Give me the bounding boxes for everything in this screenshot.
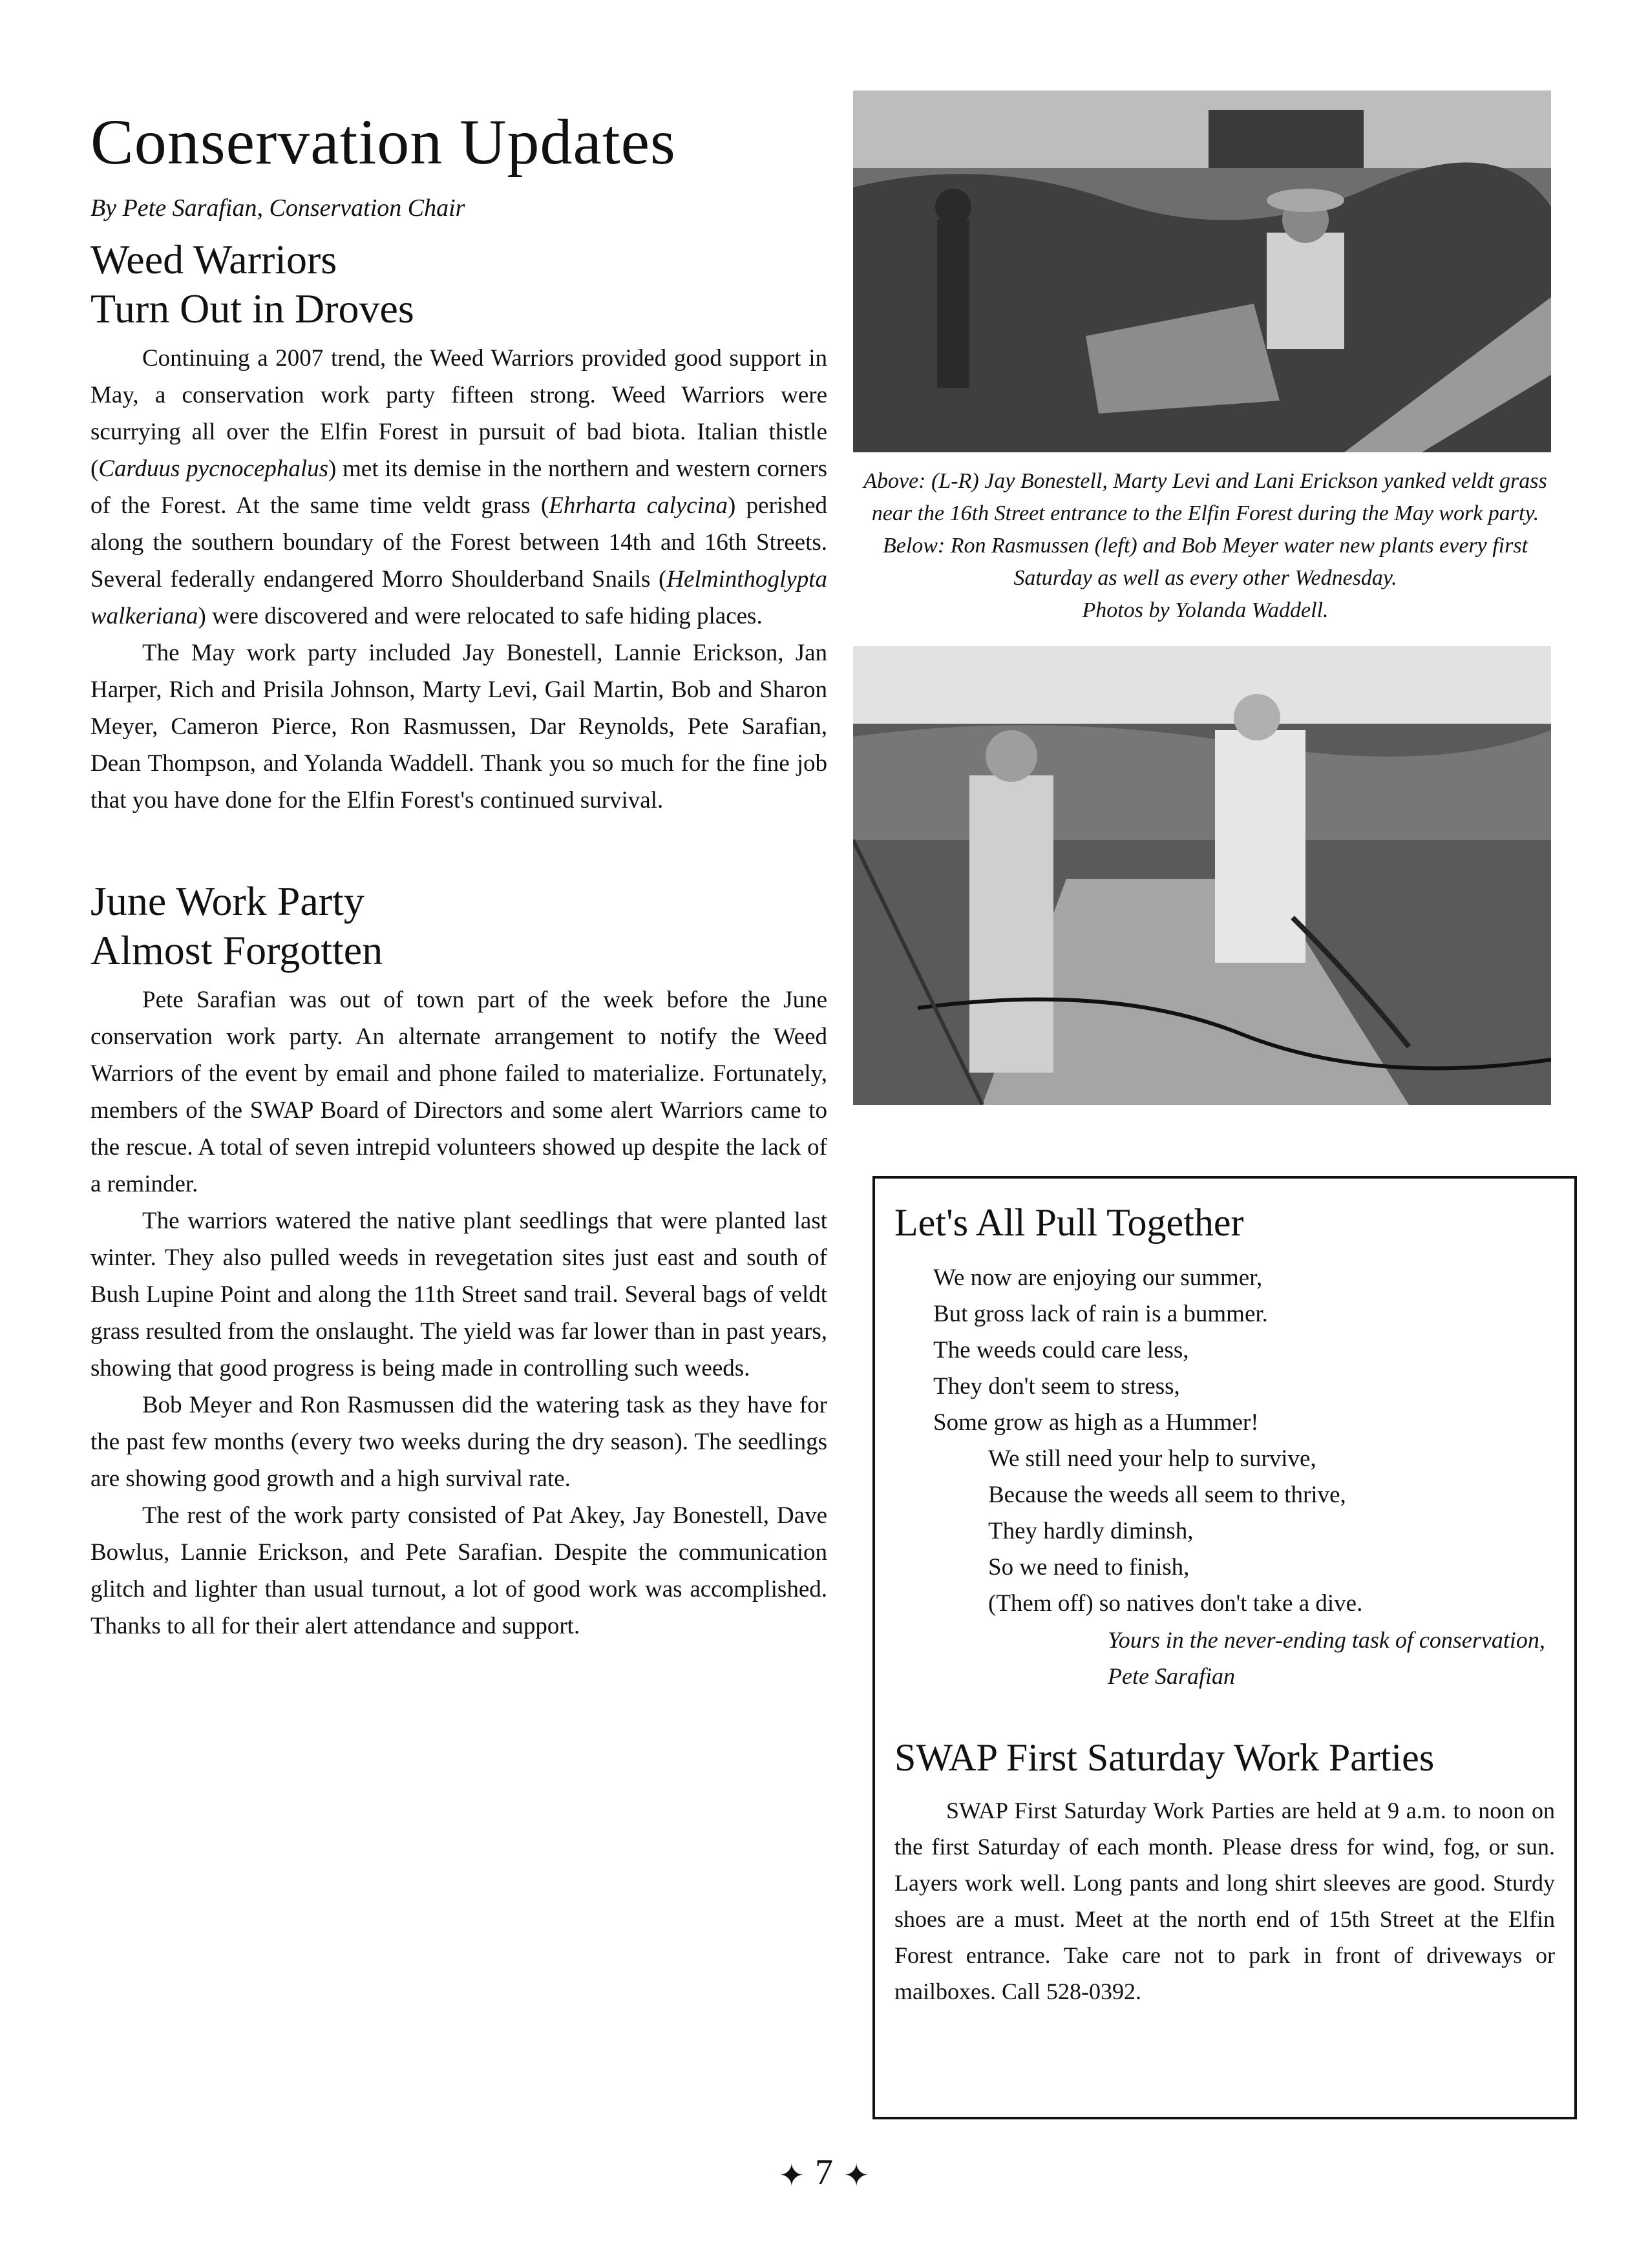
heading-line: Turn Out in Droves [90,286,414,331]
paragraph: Pete Sarafian was out of town part of the week before the June conservation work party. An alternate arrangement to notify the Weed Warriors of the event by email and phone failed to materialize. Fortunately, members of the SWAP Board of Directors and some alert Warriors came to the rescue. A total of seven intrepid volunteers showed up despite the lack of a reminder. [90,987,827,1197]
poem-line: We still need your help to survive, [988,1445,1316,1472]
ornament-icon: ✦ [843,2159,870,2194]
page-footer [0,2152,1648,2194]
poem-line: So we need to finish, [988,1554,1190,1580]
species-name: Ehrharta calycina [549,492,728,519]
poem-line: But gross lack of rain is a bummer. [933,1301,1268,1327]
page-number: 7 [815,2152,833,2192]
photo-caption [853,465,1558,627]
photo-column [853,90,1558,1105]
paragraph: The May work party included Jay Bonestell, Lannie Erickson, Jan Harper, Rich and Prisila Johnson, Marty Levi, Gail Martin, Bob and Sharon Meyer, Cameron Pierce, Ron Rasmussen, Dar Reynolds, Pete Sarafian, Dean Thompson, and Yolanda Waddell. Thank you so much for the fine job that you have done for the Elfin Forest's continued survival. [90,640,827,814]
text-run: Continuing a 2007 trend, the Weed Warriors provided good support in May, a conservation work party fifteen strong. Weed Warriors were scurrying all over the Elfin Forest in pursuit of bad biota. Italian thistle ( [90,345,827,482]
section-gap [90,819,827,877]
paragraph: Bob Meyer and Ron Rasmussen did the watering task as they have for the past few months (every two weeks during the dry season). The seedlings are showing good growth and a high survival rate. [90,1392,827,1492]
byline: By Pete Sarafian, Conservation Chair [90,194,465,222]
article-column [90,97,827,1644]
heading-line: June Work Party [90,878,364,924]
poem [894,1260,1555,1622]
sidebar-box [872,1176,1577,2119]
article-title: Conservation Updates [90,106,676,178]
poem-line: Because the weeds all seem to thrive, [988,1482,1346,1508]
poem-line: They hardly diminsh, [988,1518,1194,1544]
ornament-icon: ✦ [778,2159,805,2194]
poem-line: (Them off) so natives don't take a dive. [988,1590,1363,1617]
species-name: Carduus pycnocephalus [98,456,329,482]
poem-line: They don't seem to stress, [933,1373,1180,1400]
photo-credit: Photos by Yolanda Waddell. [1082,598,1329,622]
photo-illustration [853,646,1551,1105]
poem-title: Let's All Pull Together [894,1201,1244,1244]
poem-line: We now are enjoying our summer, [933,1265,1263,1291]
heading-line: Weed Warriors [90,236,337,282]
signoff-name: Pete Sarafian [1108,1663,1235,1689]
species-name: Helminthoglypta walkeriana [90,566,827,629]
text-run: ) perished along the southern boundary of the Forest between 14th and 16th Streets. Several federally endangered Morro Shoulderband Snails ( [90,492,827,593]
section-heading-weed-warriors [90,235,827,333]
paragraph: The warriors watered the native plant seedlings that were planted last winter. They also pulled weeds in revegetation sites just east and south of Bush Lupine Point and along the 11th Street sand trail. Several bags of veldt grass resulted from the onslaught. The yield was far lower than in past years, showing that good progress is being made in controlling such weeds. [90,1208,827,1381]
poem-line: The weeds could care less, [933,1337,1189,1363]
section-heading-june-work-party [90,877,827,975]
text-run: ) met its demise in the northern and western corners of the Forest. At the same time veldt grass ( [90,456,827,519]
heading-line: Almost Forgotten [90,927,383,973]
paragraph: The rest of the work party consisted of Pat Akey, Jay Bonestell, Dave Bowlus, Lannie Erickson, and Pete Sarafian. Despite the communication glitch and lighter than usual turnout, a lot of good work was accomplished. Thanks to all for their alert attendance and support. [90,1502,827,1639]
work-parties-text: SWAP First Saturday Work Parties are held at 9 a.m. to noon on the first Saturday of each month. Please dress for wind, fog, or sun. Layers work well. Long pants and long shirt sleeves are good. Sturdy shoes are a must. Meet at the north end of 15th Street at the Elfin Forest entrance. Take care not to park in front of driveways or mailboxes. Call 528-0392. [894,1798,1555,2004]
poem-signoff [894,1622,1555,1694]
photo-watering-plants [853,646,1551,1105]
paragraph [90,340,827,635]
signoff-line: Yours in the never-ending task of conservation, [1108,1627,1545,1653]
work-parties-title: SWAP First Saturday Work Parties [894,1736,1435,1779]
text-run: ) were discovered and were relocated to safe hiding places. [198,603,763,629]
photo-illustration [853,90,1551,452]
photo-volunteers-weeding [853,90,1551,452]
poem-line: Some grow as high as a Hummer! [933,1409,1259,1436]
caption-text: Above: (L-R) Jay Bonestell, Marty Levi and Lani Erickson yanked veldt grass near the 16th Street entrance to the Elfin Forest during the May work party. Below: Ron Rasmussen (left) and Bob Meyer water new plants every first Saturday as well as every other Wednesday. [863,469,1547,590]
